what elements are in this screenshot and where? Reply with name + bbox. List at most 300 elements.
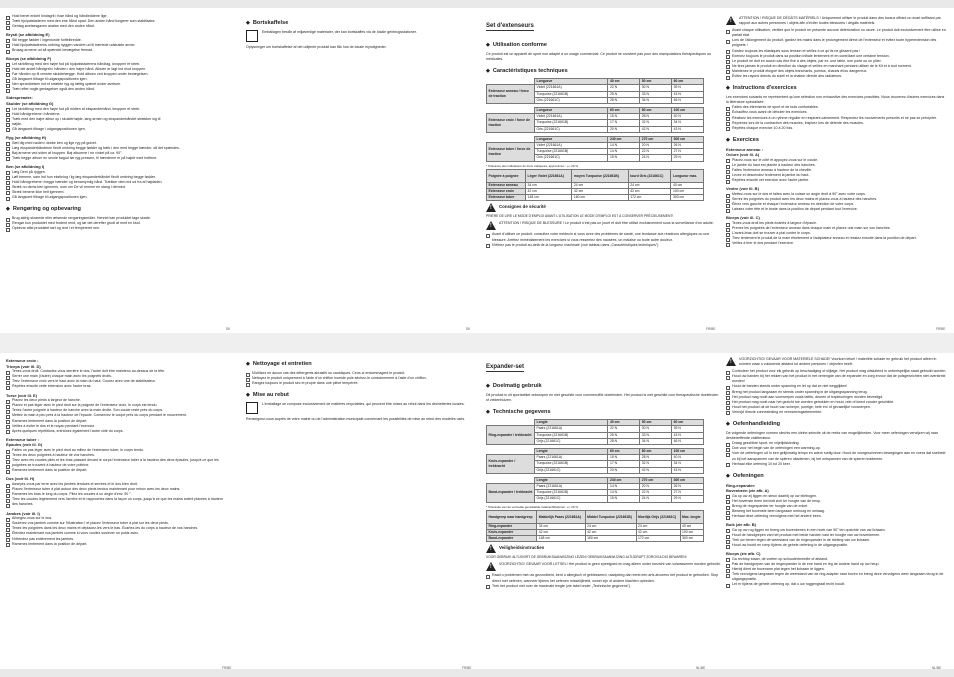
section-heading-text: Oefeningen <box>732 472 764 479</box>
heading: Extenseur tuber : <box>6 436 39 442</box>
page-dk-1 <box>6 14 242 332</box>
table-cell: 22 N <box>608 85 640 91</box>
list-item: Allongez-vous sur le dos. <box>6 516 242 521</box>
list-item: Faites un pas léger avec le pied droit au milieu de l'extenseur tuber, le corps tendu. <box>6 448 242 453</box>
table-cell: Longueur <box>535 108 608 114</box>
table-cell: 17 N <box>608 461 640 467</box>
list-item: Répétez ensuite cette extension avec l'autre bras. <box>6 384 242 389</box>
table-cell: 24 cm <box>628 182 671 188</box>
list-item: Après quelques répétitions, entraînez également l'autre côté du corps. <box>6 429 242 434</box>
page-dk-2 <box>246 14 482 332</box>
heading: Torse (voir ill. E) <box>6 392 38 398</box>
warning-icon <box>486 221 496 230</box>
section-heading: ◆ Exercices <box>726 136 759 143</box>
table-cell: Moeilijk Grijs (221661C) <box>636 510 680 523</box>
page-fr-2 <box>726 14 948 332</box>
list-item: Vermijd directe zonnestraling en verwarmingselementen. <box>726 410 948 415</box>
table-cell: 43 N <box>672 467 704 473</box>
list-item: Hold benet enkelt hindsgrit i fuse hånd og håndleddene lige. <box>6 14 242 19</box>
table-cell: 27 N <box>672 490 704 496</box>
table-cell: 39 N <box>672 426 704 432</box>
list-item: Ramenez lentement dans la position de départ. <box>6 542 242 547</box>
list-item: Træk hjulpatstaderen med den ene hånd opad. Den anden hånd fungerer som stabilisator. <box>6 19 242 24</box>
page-number: FR/BE <box>936 327 946 331</box>
table-cell: Grijs (221661C) <box>535 438 608 444</box>
table-cell: 28 N <box>608 438 640 444</box>
table-row <box>487 169 704 182</box>
table-cell: 27 N <box>672 149 704 155</box>
table-cell: 42 cm <box>585 529 636 535</box>
heading: Oclure (voir ill. A) <box>726 152 760 158</box>
table-cell: 300 cm <box>672 477 704 483</box>
list-item: Étirez vers gauche et chaque l'extenseur anneau en direction de votre corps. <box>726 202 948 207</box>
list-item: Ga rechtop staan, de voeten op schouderbreedte of afstand. <box>726 557 948 562</box>
list-item: Brusag armene ud så spændet bevægelse fremad. <box>6 48 242 53</box>
top-band <box>0 0 954 8</box>
table-cell: Band-expander <box>487 536 537 542</box>
section-heading-text: Exercices <box>732 136 759 143</box>
safety-caps: PRIERE DE LIRE LE MODE D'EMPLOI AVANT L'UTILISATION LE MODE D'EMPLOI EST À CONSERVER PRÉCIEUSEMENT! <box>486 214 674 219</box>
table-cell: moyen Turquoise (221661B) <box>572 169 628 182</box>
list-item: Hold det andet håndgreb i hånden i den højre hånd. Albuen er lagt ind mod kroppen. <box>6 67 242 72</box>
list-item: Le produit ne doit en aucun cas être fixé à des objets, par ex. une table, une porte ou un pilier. <box>726 59 948 64</box>
list-item: Reprenez lors de la contraction des muscles, inspirez lors de détente des muscles. <box>726 121 948 126</box>
list-item: Ne tirez jamais le produit en direction du visage et veillez en marchant pendant utiliser de le Kit et à tout moment. <box>726 64 948 69</box>
page-number: NL/BE <box>696 666 706 670</box>
recycle-icon <box>246 402 258 414</box>
list-item: Houd de handgrepen van het product met beide handen vast ter hoogte van uw bovenbenen. <box>726 533 948 538</box>
table-cell: 28 N <box>640 114 672 120</box>
table-cell: 22 N <box>640 490 672 496</box>
heading: Jambes (voir ill. I) <box>6 510 40 516</box>
list-item: Stræk benene ikke helt igennem. <box>6 190 242 195</box>
section-heading: ◆ Bortskaffelse <box>246 20 289 26</box>
table-cell: Extenseur tuber <box>487 195 526 201</box>
list-item: Maintenez le produit éloigné des objets tranchants, pointus, chauds et/ou dangereux. <box>726 69 948 74</box>
table-cell: 46 N <box>672 438 704 444</box>
heading: Buik (zie afb. B) <box>726 522 757 528</box>
table-cell: 20 N <box>640 143 672 149</box>
section-heading: ◆ Oefenhandleiding <box>726 421 781 428</box>
list-item: Hold hjulpatstaderens ordning nyggen vandret ud til trænede udstrakte armer. <box>6 43 242 48</box>
table-cell: 50 cm <box>640 420 672 426</box>
page-nl-2 <box>726 355 948 673</box>
section-heading-text: Bortskaffelse <box>252 20 289 26</box>
list-item: Før hånden op til venstre skuldertægge. Hold albuen ved kroppen under bevægelsen. <box>6 72 242 77</box>
table-cell: 34 cm <box>537 523 585 529</box>
list-item: Raad u problemen met uw gezondheid, bent u allergisch of geblesseerd, raadpleeg dan eerst een arts alvorens het product te gebruiken. Stop direct met oefenen, wanneer tijdens het oefenen misselijkheid, onwel zijn of andere klachten optreden. <box>486 573 722 583</box>
warning-row <box>726 357 948 367</box>
table-cell: 42 N <box>640 126 672 132</box>
list-item: L'avant-bras doit se trouver à plat contre le corps. <box>726 231 948 236</box>
table-cell: Turquoise (221661B) <box>535 432 608 438</box>
table-cell: 17 N <box>608 120 640 126</box>
page-header: Set d'extenseurs <box>486 23 534 29</box>
table-cell: Paars (221661A) <box>535 455 608 461</box>
table-cell: Léger Violet (221661A) <box>526 169 572 182</box>
list-item: Nettoyez le produit uniquement à l'aide d'un chiffon humide puis séchez-le consciemment à l'aide d'un chiffon. <box>246 376 482 381</box>
heading: Ben (se afbildning I) <box>6 163 45 169</box>
table-cell: Handgreep naar handgreep <box>487 510 537 523</box>
list-item: Hierbij dient de bovenarm plat tegen het lichaam te liggen. <box>726 567 948 572</box>
list-item: N'étirez pas le produit au-delà de la longueur maximale (voir tableau dans „Caractéristiques techniques"). <box>486 243 722 248</box>
warning-text: VOORZICHTIG! GEVAAR VOOR MATERIËLE SCHADE! Voorkom letsel / materiële schade en gebruik het product alleen in ruimten waar u voldoende afstand tot andere personen / objecten heeft. <box>739 357 937 367</box>
list-item: Houd het product uit de buurt van scherpe, puntige, hete en/ of gevaarlijke voorwerpen. <box>726 405 948 410</box>
list-item: Placez l'extenseur tuber à plat autour des deux pieds tendus maintenant pour mieux avec les deux mains. <box>6 487 242 492</box>
table-cell: 172 cm <box>636 536 680 542</box>
table-cell: 100 cm <box>672 449 704 455</box>
table-cell: 28 N <box>640 455 672 461</box>
table-cell: 22 N <box>608 426 640 432</box>
table-cell: Grijs (221661C) <box>535 496 608 502</box>
table-cell: 42 cm <box>572 188 628 194</box>
list-item: Gentag øvelsesgaven analan med den anden hånd. <box>6 24 242 29</box>
table-cell: Violet (221661A) <box>535 143 608 149</box>
list-item: N'utilisez en aucun cas des détergents abrasifs ou caustiques. Ceux-ci endommagent le produit. <box>246 371 482 376</box>
list-item: Trek uw benen tegen de weerstand van de ringexpander in de richting van uw lichaam. <box>726 538 948 543</box>
table-cell: Violet (221661A) <box>535 85 608 91</box>
list-item: Træk begge albuer en smule bagud før ryg-pressen, til hænderne er på højde med hoftene. <box>6 156 242 161</box>
page-number: NL/BE <box>932 666 942 670</box>
table-cell: Turquoise (221661B) <box>535 120 608 126</box>
table-cell: 270 cm <box>640 136 672 142</box>
warning-icon <box>726 357 736 366</box>
heading: Biceps (zie afb. C) <box>726 551 761 557</box>
list-item: Opbevar altid produktet tørt og rent i et tempereret rum. <box>6 226 242 231</box>
page-nl-1 <box>486 355 722 673</box>
table-cell: 100 cm <box>672 108 704 114</box>
section-heading: ◆ Instructions d'exercices <box>726 85 797 92</box>
section-heading: ◆ Oefeningen <box>726 472 764 479</box>
list-item: Herhaal elke oefening 10 tot 20 keer. <box>726 462 948 467</box>
table-cell: 172 cm <box>628 195 671 201</box>
recycle-icon <box>246 30 258 42</box>
table-cell: 25 N <box>608 91 640 97</box>
table-cell: 42 cm <box>537 529 585 535</box>
table-cell: 40 cm <box>608 420 640 426</box>
list-item: Doe voor het begin van de oefeningen een warming-up. <box>726 446 948 451</box>
table-cell: Longueur max. <box>671 169 704 182</box>
table-cell: Longueur <box>535 136 608 142</box>
table-cell: 60 cm <box>608 108 640 114</box>
list-item: Løft benene, sam ind hun ekstlning i lig læg ekspanderbåndet fleuft omkring begge fødder. <box>6 175 242 180</box>
table-cell: 20 N <box>608 126 640 132</box>
list-item: Tirez lentement le produit de la main étroitement à l'adaptateur anneau et ressiez ensuite dans la position de départ. <box>726 236 948 241</box>
intro-text: De volgende oefeningen vormen slechts een kleine selectie uit de reeks van mogelijkheden. Voor meer oefeningen verwijzen wij naar desbetreffende vakliteratuur. <box>726 431 938 441</box>
safety-title: Consignes de sécurité <box>499 204 546 210</box>
table-cell: Turquoise (221661B) <box>535 149 608 155</box>
spec-table <box>486 78 704 161</box>
table-cell: 26 N <box>672 143 704 149</box>
list-item: Rangez toujours le produit sec et propre dans une pièce tempérée. <box>246 381 482 386</box>
list-item: Træk med den højre albue op i skulderhøjde, lang armen og ekspanderbåndet strækker sig til <box>6 117 242 122</box>
table-cell: 160 cm <box>572 195 628 201</box>
list-item: Exercez toujours le produit dans sa position initiale lentement et en contrôlant une certaine tension. <box>726 54 948 59</box>
list-item: Let er tijdens de gehele oefening op, dat u uw ruggengraat recht houdt. <box>726 582 948 587</box>
list-item: Mettez la main à peu près à la hauteur de l'épaule. Conservez le coupe près du corps pendant le mouvement. <box>6 413 242 418</box>
table-cell: 42 cm <box>628 188 671 194</box>
warning-icon <box>486 544 496 553</box>
list-item: Voer de oefeningen uit in een gelijkmatig tempo en adem rustig door. Houd de voorgeschreven bewegingen aan en voera dat snelheid zo bij het aanspannen van de spieren uitademen, bij het ontspannen van de spieren inademen. <box>726 451 948 461</box>
table-cell: 100 cm <box>680 529 704 535</box>
table-cell: 34 cm <box>526 182 572 188</box>
list-item: Ramenez lentement dans la position de départ. <box>6 419 242 424</box>
page-number: DK <box>466 327 471 331</box>
list-item: N'étendez pas entièrement les jambes. <box>6 537 242 542</box>
warning-icon <box>486 562 496 571</box>
table-cell: 46 N <box>672 97 704 103</box>
list-item: Trek het product niet over de maximale lengte (zie tabel onder „Technische gegevens"). <box>486 584 722 589</box>
table-cell: 24 N <box>640 496 672 502</box>
list-item: Beweeg het bovenste been langzaam omhoog en omlaag. <box>726 509 948 514</box>
heading: Ventre (voir ill. B) <box>726 186 759 192</box>
table-row <box>487 536 704 542</box>
table-cell: Turquoise (221661B) <box>535 91 608 97</box>
table-cell: 15 N <box>608 114 640 120</box>
section-heading: ◆ Technische gegevens <box>486 409 551 416</box>
table-cell: 160 cm <box>585 536 636 542</box>
size-table <box>486 169 704 202</box>
table-cell: 50 cm <box>640 79 672 85</box>
section-heading-text: Technische gegevens <box>492 409 551 416</box>
table-cell: Lengte <box>535 420 608 426</box>
warning-icon <box>486 203 496 212</box>
table-cell: 40 N <box>672 114 704 120</box>
list-item: Tenez les poignées dans les deux mains et déplacez-les vers le bas. Écartez-les du corps à hauteur de vos hanches. <box>6 526 242 531</box>
table-cell: 42 N <box>640 467 672 473</box>
list-item: Draag geschikte sport- en vrijetijdskleding. <box>726 441 948 446</box>
table-cell: 20 N <box>640 484 672 490</box>
heading: Biceps (voir ill. C) <box>726 215 760 221</box>
table-cell: 22 N <box>640 149 672 155</box>
section-heading-text: Utilisation conforme <box>492 42 547 48</box>
table-cell: Kruis-expander <box>487 529 537 535</box>
list-item: Évitez les rayons directs du soleil et la chaleur directe des radiateurs. <box>726 74 948 79</box>
heading: Ring-expander: <box>726 482 756 488</box>
section-heading: ◆ Mise au rebut <box>246 392 289 399</box>
table-cell: 25 N <box>608 432 640 438</box>
list-item: Sæt dig med nøden i drøbe ben og lige ryg på gulvet. <box>6 141 242 146</box>
spread-gap <box>0 333 954 353</box>
table-cell: 43 N <box>672 91 704 97</box>
list-item: Le jambe du haut est placée à hauteur des hanches. <box>726 163 948 168</box>
list-item: Tenez-vous droit. Contactez-vous derrière le dos, l'autre doit être maintenu au-dessus de la tête. <box>6 369 242 374</box>
table-cell: Kruis-expander / trekkracht <box>487 455 535 474</box>
table-cell: Ring-expander / trekkracht <box>487 426 535 445</box>
intro-text: Les exercices suivants ne représentent qu'une sélection non exhaustive des exercices possibles. Nous trouverez d'autres exercices dans la littérature spécialisée. <box>726 95 945 105</box>
list-item: Trek vervolgens langzaam tegen de weerstand van de ring-adapter naar boven en breng deze vervolgens weer langzaam terug in de uitgangspositie. <box>726 572 948 582</box>
list-item: Controleer het product voor elk gebruik op beschadiging of slijtage. Het product mag uitsluitend in onberispelijke staat gebruikt worden. <box>726 369 948 374</box>
list-item: Breng de ringexpander ter hoogte van de enkel. <box>726 504 948 509</box>
list-item: Herhaal deze oefening vervolgens met het andere been. <box>726 514 948 519</box>
section-heading: ◆ Utilisation conforme <box>486 42 547 48</box>
table-cell: 14 N <box>608 143 640 149</box>
list-item: Laissez votre tête et le buste dans la position de départ pendant tout l'exercice. <box>726 207 948 212</box>
table-cell: 24 N <box>640 155 672 161</box>
list-item: Gå langsomt tilbage i udgangspositionen igen. <box>6 127 242 132</box>
list-item: Bøj armene ved siden af kroppen. Bøj albuerne i en vinkel på ca. 90°. <box>6 151 242 156</box>
page-fr-3 <box>6 355 242 673</box>
list-item: Rengør kun produktet med fordent rend, og tør det derefter grudt af med en klud. <box>6 221 242 226</box>
table-cell: Poignée à poignée <box>487 169 526 182</box>
list-item: Lors de l'allongement du produit, gardez les mains dans le prolongement direct de l'extenseur et évitez toute hyperextension des poignets ! <box>726 38 948 48</box>
list-item: Træn efter nogle gentagelser også den anden hånd. <box>6 87 242 92</box>
list-item: Répétez chaque exercice 10 à 20 fois. <box>726 126 948 131</box>
table-cell: lourd Gris (221661C) <box>628 169 671 182</box>
table-cell: 33 N <box>640 432 672 438</box>
list-item: Réalisez les exercices à un rythme régulier en respirant calmement. Respectez les mouvements prescrits et ne pas se précipiter. <box>726 116 948 121</box>
heading: Triceps (voir ill. D) <box>6 363 41 369</box>
list-item: Tirez l'extenseur croix vers le haut avec la main du haut. Courez avec une de stabilisateur. <box>6 379 242 384</box>
list-item: Mettez-vous sur le dos et faites avec la cuisse un angle droit à 90° avec votre corps. <box>726 192 948 197</box>
page-number: FR/BE <box>462 666 472 670</box>
list-item: poignées se trouvent à hauteur de votre poitrine. <box>6 463 242 468</box>
page-number: FR/BE <box>706 327 716 331</box>
list-item: Faites l'extenseur anneau à hauteur de la cheville. <box>726 168 948 173</box>
section-heading-text: Oefenhandleiding <box>732 421 781 428</box>
section-heading-text: Caractéristiques techniques <box>492 68 568 75</box>
list-item: Placez et pas léger avec le pied droit sur la poignée de l'extenseur croix, le corps est tendu. <box>6 403 242 408</box>
list-item: Let skridtbrug med den højre fod på midten af ekspanderbånd, knoppen et streb. <box>6 107 242 112</box>
table-cell: Gris (221661C) <box>535 126 608 132</box>
tolerance-note: * Tolérance des indications de force indiquées, approxima.t.: +/- 20 % <box>486 163 579 168</box>
list-item: Het product mag nooit naar het gezicht toe worden getrokken en houd, rekt of knevt zonder geschikte. <box>726 400 948 405</box>
table-cell: 240 cm <box>608 136 640 142</box>
list-item: Gå langsomt tilbage til udgangspositionen igen. <box>6 77 242 82</box>
table-cell: 60 cm <box>608 449 640 455</box>
table-cell: 15 N <box>608 496 640 502</box>
table-cell: 60 cm <box>672 420 704 426</box>
table-cell: 24 cm <box>572 182 628 188</box>
table-cell: 42 cm <box>526 188 572 194</box>
warning-row <box>726 16 948 26</box>
table-cell: 80 cm <box>640 449 672 455</box>
heading: Sidespreader: <box>6 95 33 101</box>
table-cell: 40 cm <box>608 79 640 85</box>
recycle-text: L'emballage se compose exclusivement de matières recyclables, qui peuvent être mises au rebut dans les déchetteries locales. <box>262 402 465 407</box>
table-cell: 34 N <box>640 97 672 103</box>
list-item: Gå langsomt tilbage til udgangspositionen igen. <box>6 195 242 200</box>
list-item: Het product mag nooit aan voorwerpen zoals tafels, deuren of trapleuningen worden bevestigd. <box>726 395 948 400</box>
table-cell: 40 cm <box>671 182 704 188</box>
intro-text: Dit product is uit sportartikel ontworpen en niet geschikt voor commerciële doeleinden. Het product is niet geschikt voor therapeutische doeleinden of ziekenhuizen. <box>486 393 719 403</box>
table-cell: 14 N <box>608 484 640 490</box>
section-heading-text: Instructions d'exercices <box>732 85 797 92</box>
table-cell: Violet (221661A) <box>535 114 608 120</box>
table-cell: 60 cm <box>672 79 704 85</box>
table-cell: 32 N <box>640 120 672 126</box>
table-cell: Band-expander / trekkracht <box>487 484 535 503</box>
section-heading-text: Doelmatig gebruik <box>492 383 542 389</box>
list-item: Placez les deux pieds à largeur de hanche. <box>6 398 242 403</box>
table-cell: Extenseur anneau <box>487 182 526 188</box>
warning-text: VOORZICHTIG! GEVAAR VOOR LETSEL! Het product is geen speelgoed en mag alleen onder toezicht van volwassenen worden gebruikt. <box>499 562 721 567</box>
section-heading: ◆ Nettoyage et entretien <box>246 361 312 367</box>
list-item: Soulevez vos jambes comme sur l'illustration I et placez l'extenseur tuber à plat sur les deux pieds. <box>6 521 242 526</box>
list-item: Faites des étirements de sport et de buts confortables. <box>726 105 948 110</box>
warning-icon <box>726 16 736 25</box>
table-cell: Gris (221661C) <box>535 155 608 161</box>
list-item: Veillez à tirer le dos pendant l'exercice. <box>726 241 948 246</box>
table-cell: 29 N <box>672 155 704 161</box>
table-cell: Turquoise (221661B) <box>535 461 608 467</box>
recycle-note <box>246 30 482 42</box>
list-item: Ramenez les bras le long du corps. Pliez les coudes à un angle d'env. 90 °. <box>6 492 242 497</box>
intro-text: Ce produit est un appareil de sport non adapté à un usage commercial. Ce produit ne convient pas pour des manipulations thérapeutiques ou médicales. <box>486 52 711 62</box>
table-cell: 26 N <box>672 484 704 490</box>
heading: Dos (voir ill. H) <box>6 476 35 482</box>
list-item: højde. <box>6 122 242 127</box>
table-cell: Extenseur tuber / force de traction <box>487 143 535 162</box>
warning-row <box>486 562 722 571</box>
tolerance-note: * Tolerantie van de vermelde gemiddelde trekkrachtfactoren: +/- 20 % <box>486 504 579 509</box>
disposal-text: Oplysninger om bortskaffelse af det udtjente produkt kan fås hos de lokale myndigheder. <box>246 45 387 49</box>
heading: Bovenbeen (zie afb. A) <box>726 488 769 494</box>
list-item: Nen sprambelsen ind et stræbte ryg og tættig spæret under øvelsen. <box>6 82 242 87</box>
list-item: Tirez les coudes légèrement vers l'arrière et le rapprochez dans la façon un corps, jusqu'à ce que les mains soient placées à hauteur <box>6 497 242 502</box>
table-cell: 14 N <box>608 490 640 496</box>
heading: Ryg (se afbildning H) <box>6 134 46 140</box>
table-cell: Gris (221661C) <box>535 97 608 103</box>
table-cell: Lengte <box>535 477 608 483</box>
table-cell: 24 cm <box>585 523 636 529</box>
list-item: Hold håndgrebene i begge hænder og benarnymlig hånd. Trækker dem ind ud fra af højdaden. <box>6 180 242 185</box>
safety-title: Veiligheidsinstructies <box>499 545 545 551</box>
warning-text: ATTENTION ! RISQUE DE DÉGÂTS MATÉRIELS ! Uniquement utiliser le produit dans des locaux offrant un écart suffisant par rapport aux autres personnes / objets afin d'éviter toutes blessures / dégâts matériels. <box>739 16 941 26</box>
page-header: Expander-set <box>486 364 525 370</box>
table-cell: 42 cm <box>636 529 680 535</box>
list-item: Tenez l'autre poignée à hauteur de hanche avec la main droite. Son coude reste près du corps. <box>6 408 242 413</box>
table-cell: Turquoise (221661B) <box>535 490 608 496</box>
table-cell: Grijs (221661C) <box>535 467 608 473</box>
list-item: Veillez à éviter le dos et le noyau pendant l'exercice. <box>6 424 242 429</box>
recycle-note <box>246 402 482 414</box>
list-item: Placez-vous sur le côté et appuyez-vous sur le coude. <box>726 158 948 163</box>
recycle-text: Emballagen består af miljøvenlige materialer, der kan bortskaffes via de lokale genbrugsstationer. <box>262 30 417 34</box>
table-cell: 100 cm <box>671 188 704 194</box>
table-cell: 33 N <box>640 91 672 97</box>
table-cell: 34 N <box>672 120 704 126</box>
table-cell: Makkelijk Paars (221661A) <box>537 510 585 523</box>
table-cell: 148 cm <box>537 536 585 542</box>
table-cell: Paars (221661A) <box>535 484 608 490</box>
table-cell: 148 cm <box>526 195 572 201</box>
table-cell: 270 cm <box>640 477 672 483</box>
table-cell: 30 N <box>640 85 672 91</box>
table-cell: Middel Turquoise (221661B) <box>585 510 636 523</box>
list-item: Échauffez-vous avant de débuter les exercices. <box>726 110 948 115</box>
list-item: Breng het product langzaam en steeds onder spanning in de uitgangsspanning terug. <box>726 390 948 395</box>
list-item: Avant chaque utilisation, vérifiez que le produit ne présente aucune détérioration ou usure. Le produit doit exclusivement être utilisé en parfait état. <box>726 28 948 38</box>
page-number: FR/BE <box>222 666 232 670</box>
table-cell: 14 N <box>608 149 640 155</box>
table-cell: 20 N <box>608 467 640 473</box>
list-item: Serrez les poignées du produit avec les deux mains et placez-vous à hauteur des hanches. <box>726 197 948 202</box>
table-cell: 300 cm <box>672 136 704 142</box>
heading: Brystl (se afbildning E) <box>6 32 50 38</box>
list-item: Avant d'utiliser ce produit, consultez votre médecin si vous avez des problèmes de santé, une tendance aux réactions allergiques ou une blessure. Arrêtez immédiatement les exercices si vous ressentez des nausées, un malaise ou toute autre douleur. <box>486 232 722 242</box>
page-number: DK <box>226 327 231 331</box>
list-item: Tenez-vous droit les pieds écartés à largeur d'épaule. <box>726 221 948 226</box>
list-item: Ga op uw rug liggen en breng uw bovenbenen in een hoek van 90° ten opzichte van uw lichaam. <box>726 528 948 533</box>
table-cell: Extenseur anneau / force de traction <box>487 85 535 104</box>
list-item: Læg Dem på ryggen. <box>6 170 242 175</box>
heading: Skulder (se afbildning G) <box>6 100 54 106</box>
spec-table <box>486 419 704 502</box>
section-heading: ◆ Rengøring og opbevaring <box>6 206 81 213</box>
safety-block <box>486 203 722 212</box>
table-cell: 15 N <box>608 455 640 461</box>
